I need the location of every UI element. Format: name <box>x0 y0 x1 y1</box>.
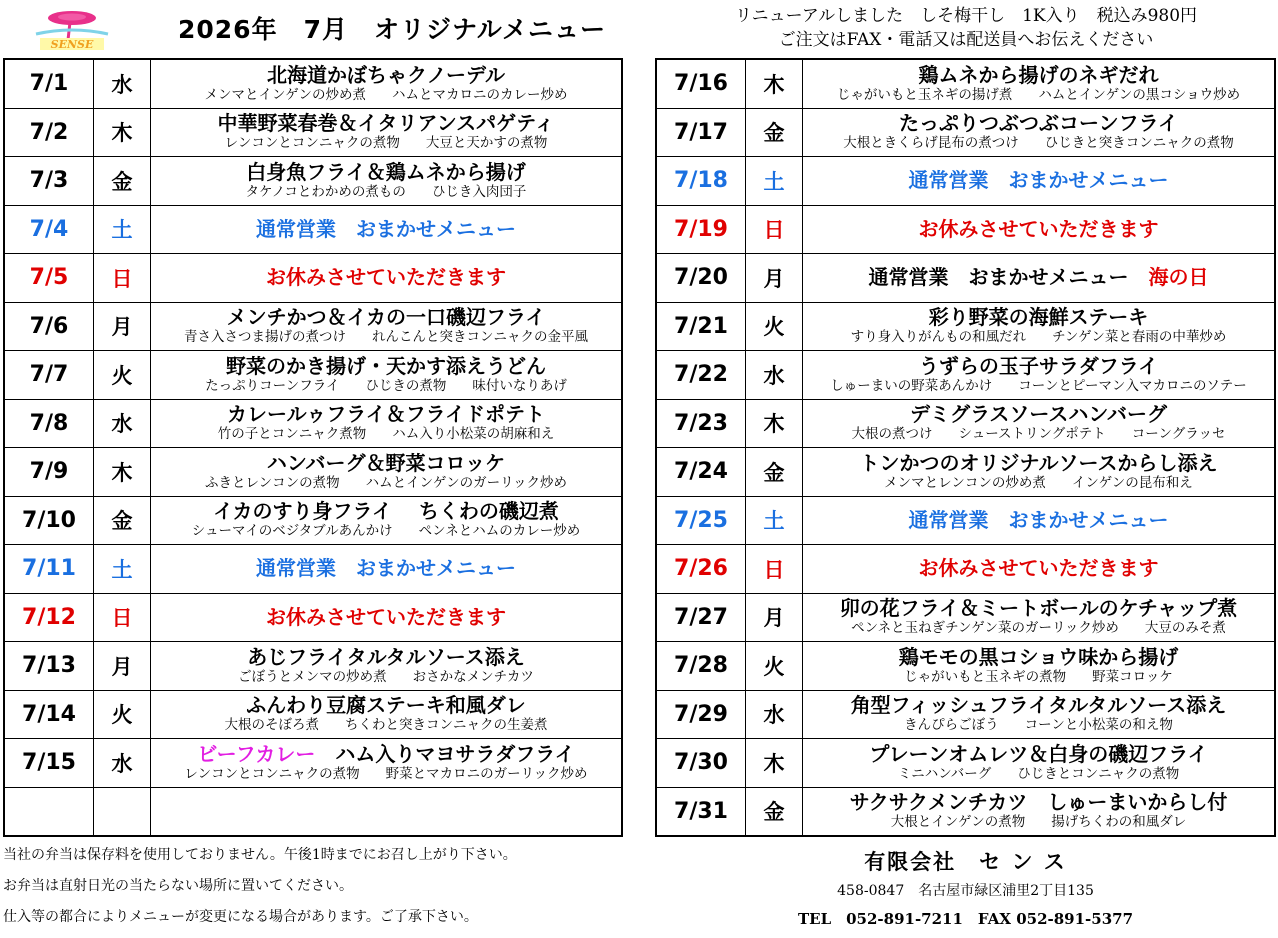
date-cell <box>4 787 94 836</box>
menu-sides <box>803 620 1274 637</box>
side-dish: 大根の煮つけ <box>851 426 933 443</box>
menu-cell <box>151 642 623 691</box>
weekday-cell: 火 <box>94 351 151 400</box>
side-dish: ひじき入肉団子 <box>431 183 527 200</box>
date-cell: 7/9 <box>4 448 94 497</box>
side-dish: ひじきと突きコンニャクの煮物 <box>1044 135 1234 152</box>
menu-row <box>4 739 622 788</box>
side-dish: コーンと小松菜の和え物 <box>1024 717 1173 734</box>
menu-sides <box>803 378 1274 395</box>
menu-cell <box>151 739 623 788</box>
menu-main: 野菜のかき揚げ・天かす添えうどん <box>226 353 546 378</box>
side-dish: メンマとインゲンの炒め煮 <box>204 86 366 103</box>
side-dish: 味付いなりあげ <box>472 377 567 394</box>
menu-main <box>151 743 621 766</box>
menu-sides <box>803 766 1274 783</box>
menu-sides <box>803 426 1274 443</box>
date-cell: 7/29 <box>656 690 746 739</box>
menu-cell <box>803 205 1276 254</box>
side-dish: ミニハンバーグ <box>897 765 992 782</box>
weekday-cell: 金 <box>746 448 803 497</box>
menu-cell <box>803 302 1276 351</box>
menu-main: プレーンオムレツ＆白身の磯辺フライ <box>869 741 1208 766</box>
side-dish: ちくわと突きコンニャクの生姜煮 <box>345 717 548 734</box>
menu-sides <box>803 669 1274 686</box>
date-cell: 7/19 <box>656 205 746 254</box>
menu-main: お休みさせていただきます <box>266 604 506 629</box>
menu-main: 角型フィッシュフライタルタルソース添え <box>850 693 1227 718</box>
side-dish: 大根とインゲンの煮物 <box>890 814 1026 831</box>
weekday-cell: 土 <box>746 157 803 206</box>
menu-row <box>4 448 622 497</box>
menu-row <box>4 399 622 448</box>
weekday-cell: 火 <box>94 690 151 739</box>
menu-sides <box>151 523 621 540</box>
side-dish: しゅーまいの野菜あんかけ <box>830 377 993 394</box>
side-dish: 揚げちくわの和風ダレ <box>1051 814 1187 831</box>
menu-sides <box>151 378 621 395</box>
menu-row <box>4 302 622 351</box>
side-dish: すり身入りがんもの和風だれ <box>850 329 1027 346</box>
date-cell: 7/22 <box>656 351 746 400</box>
weekday-cell: 木 <box>94 448 151 497</box>
menu-row <box>656 59 1275 108</box>
menu-sides <box>151 329 621 346</box>
menu-cell <box>151 496 623 545</box>
menu-main: 北海道かぼちゃクノーデル <box>267 62 505 87</box>
menu-main-text: ハム入りマヨサラダフライ <box>335 741 575 766</box>
weekday-cell: 金 <box>746 108 803 157</box>
weekday-cell: 日 <box>746 545 803 594</box>
date-cell: 7/3 <box>4 157 94 206</box>
menu-row <box>4 496 622 545</box>
side-dish: ひじきとコンニャクの煮物 <box>1017 765 1180 782</box>
menu-main: お休みさせていただきます <box>918 556 1159 581</box>
weekday-cell: 月 <box>746 593 803 642</box>
menu-cell <box>803 351 1276 400</box>
menu-main: 白身魚フライ＆鶏ムネから揚げ <box>246 159 526 184</box>
menu-row <box>656 545 1275 594</box>
side-dish: ハムとインゲンのガーリック炒め <box>365 474 568 491</box>
menu-row <box>656 399 1275 448</box>
side-dish: きんぴらごぼう <box>904 717 999 734</box>
menu-sides <box>151 426 621 443</box>
notice-line-2: ご注文はFAX・電話又は配送員へお伝えください <box>778 30 1154 50</box>
menu-cell <box>803 254 1276 303</box>
menu-cell <box>151 787 623 836</box>
menu-sides <box>803 329 1274 346</box>
menu-sides <box>803 475 1274 492</box>
menu-row <box>4 690 622 739</box>
date-cell: 7/25 <box>656 496 746 545</box>
menu-cell <box>803 399 1276 448</box>
weekday-cell: 水 <box>94 59 151 108</box>
menu-main: お休みさせていただきます <box>918 216 1159 241</box>
side-dish: インゲンの昆布和え <box>1071 474 1193 491</box>
date-cell: 7/15 <box>4 739 94 788</box>
menu-row <box>656 642 1275 691</box>
menu-sides <box>151 184 621 201</box>
weekday-cell: 木 <box>746 59 803 108</box>
menu-main: 通常営業 おまかせメニュー <box>908 507 1169 532</box>
menu-main: うずらの玉子サラダフライ <box>918 353 1159 378</box>
menu-main-text: 通常営業 おまかせメニュー <box>868 265 1129 290</box>
date-cell: 7/23 <box>656 399 746 448</box>
date-cell: 7/26 <box>656 545 746 594</box>
date-cell: 7/5 <box>4 254 94 303</box>
date-cell: 7/21 <box>656 302 746 351</box>
company-contact: TEL 052-891-7211 FAX 052-891-5377 <box>797 910 1134 928</box>
menu-row <box>4 108 622 157</box>
menu-main: たっぷりつぶつぶコーンフライ <box>899 111 1178 136</box>
date-cell: 7/12 <box>4 593 94 642</box>
side-dish: ハムとマカロニのカレー炒め <box>391 86 568 103</box>
menu-main: 中華野菜春巻＆イタリアンスパゲティ <box>217 111 555 136</box>
side-dish: 大根のそぼろ煮 <box>224 717 319 734</box>
weekday-cell: 水 <box>746 351 803 400</box>
menu-row <box>4 593 622 642</box>
menu-cell <box>803 59 1276 108</box>
weekday-cell: 木 <box>746 399 803 448</box>
menu-cell <box>151 399 623 448</box>
menu-main: トンかつのオリジナルソースからし添え <box>859 450 1218 475</box>
menu-main: あじフライタルタルソース添え <box>247 644 525 669</box>
menu-main: 彩り野菜の海鮮ステーキ <box>928 305 1149 330</box>
date-cell: 7/18 <box>656 157 746 206</box>
date-cell: 7/2 <box>4 108 94 157</box>
company-name: 有限会社 セ ン ス <box>864 849 1067 874</box>
weekday-cell: 水 <box>94 739 151 788</box>
side-dish: じゃがいもと玉ネギの揚げ煮 <box>836 86 1013 103</box>
side-dish: じゃがいもと玉ネギの煮物 <box>904 668 1067 685</box>
menu-row <box>656 739 1275 788</box>
weekday-cell: 金 <box>746 787 803 836</box>
menu-sides <box>151 766 621 783</box>
notice-line-1: リニューアルしました しそ梅干し 1K入り 税込み980円 <box>734 6 1198 26</box>
menu-cell <box>803 593 1276 642</box>
menu-row <box>656 593 1275 642</box>
logo-text: SENSE <box>50 38 94 51</box>
menu-main: 鶏モモの黒コショウ味から揚げ <box>898 644 1179 669</box>
menu-cell <box>803 496 1276 545</box>
renewal-notice <box>656 4 1276 52</box>
menu-main: イカのすり身フライ ちくわの磯辺煮 <box>213 499 559 524</box>
menu-table-left <box>3 58 623 837</box>
side-dish: 野菜とマカロニのガーリック炒め <box>385 765 588 782</box>
menu-cell <box>803 545 1276 594</box>
menu-main: カレールゥフライ＆フライドポテト <box>227 402 545 427</box>
side-dish: レンコンとコンニャクの煮物 <box>184 765 360 782</box>
weekday-cell: 水 <box>94 399 151 448</box>
footer-notes <box>3 845 517 938</box>
date-cell: 7/31 <box>656 787 746 836</box>
menu-cell <box>803 690 1276 739</box>
menu-sides <box>803 814 1274 831</box>
menu-highlight: ビーフカレー <box>197 741 316 766</box>
date-cell: 7/7 <box>4 351 94 400</box>
weekday-cell <box>94 787 151 836</box>
side-dish: メンマとレンコンの炒め煮 <box>884 474 1046 491</box>
menu-cell <box>803 157 1276 206</box>
menu-row <box>4 254 622 303</box>
side-dish: 竹の子とコンニャク煮物 <box>217 426 367 443</box>
menu-cell <box>803 448 1276 497</box>
menu-row <box>4 157 622 206</box>
date-cell: 7/1 <box>4 59 94 108</box>
side-dish: チンゲン菜と春雨の中華炒め <box>1052 329 1227 346</box>
menu-row <box>656 448 1275 497</box>
side-dish: ペンネとハムのカレー炒め <box>418 523 581 540</box>
weekday-cell: 金 <box>94 496 151 545</box>
menu-row <box>656 690 1275 739</box>
date-cell: 7/16 <box>656 59 746 108</box>
menu-row <box>656 254 1275 303</box>
menu-cell <box>151 59 623 108</box>
side-dish: 野菜コロッケ <box>1092 668 1173 685</box>
date-cell: 7/14 <box>4 690 94 739</box>
menu-row <box>4 59 622 108</box>
menu-cell <box>151 690 623 739</box>
menu-main: メンチかつ＆イカの一口磯辺フライ <box>226 305 546 330</box>
weekday-cell: 木 <box>94 108 151 157</box>
date-cell: 7/8 <box>4 399 94 448</box>
weekday-cell: 土 <box>94 205 151 254</box>
company-address: 458-0847 名古屋市緑区浦里2丁目135 <box>837 883 1094 899</box>
weekday-cell: 火 <box>746 642 803 691</box>
side-dish: 大根ときくらげ昆布の煮つけ <box>843 135 1019 152</box>
menu-main: ふんわり豆腐ステーキ和風ダレ <box>246 693 526 718</box>
menu-main <box>803 266 1274 289</box>
date-cell: 7/10 <box>4 496 94 545</box>
menu-cell <box>803 642 1276 691</box>
menu-main: 通常営業 おまかせメニュー <box>256 556 516 581</box>
side-dish: ひじきの煮物 <box>365 377 447 394</box>
menu-cell <box>151 157 623 206</box>
side-dish: ペンネと玉ねぎチンゲン菜のガーリック炒め <box>851 620 1119 637</box>
menu-row <box>4 787 622 836</box>
menu-cell <box>151 448 623 497</box>
menu-cell <box>151 593 623 642</box>
weekday-cell: 月 <box>746 254 803 303</box>
menu-main: 通常営業 おまかせメニュー <box>908 168 1169 193</box>
footer-note-1: 当社の弁当は保存料を使用しておりません。午後1時までにお召し上がり下さい。 <box>3 847 517 863</box>
side-dish: たっぷりコーンフライ <box>205 377 340 394</box>
weekday-cell: 月 <box>94 642 151 691</box>
menu-row <box>4 205 622 254</box>
menu-row <box>656 787 1275 836</box>
menu-row <box>4 545 622 594</box>
page-title: 2026年 7月 オリジナルメニュー <box>178 15 606 44</box>
menu-cell <box>151 545 623 594</box>
menu-sides <box>151 717 621 734</box>
date-cell: 7/17 <box>656 108 746 157</box>
side-dish: ごぼうとメンマの炒め煮 <box>238 668 387 685</box>
weekday-cell: 火 <box>746 302 803 351</box>
weekday-cell: 日 <box>94 593 151 642</box>
menu-cell <box>803 787 1276 836</box>
menu-cell <box>151 254 623 303</box>
menu-row <box>656 496 1275 545</box>
menu-cell <box>151 351 623 400</box>
side-dish: シューストリングポテト <box>958 426 1106 443</box>
side-dish: コーンとピーマン入マカロニのソテー <box>1018 377 1247 394</box>
side-dish: おさかなメンチカツ <box>412 668 534 685</box>
date-cell: 7/24 <box>656 448 746 497</box>
menu-main: 卯の花フライ＆ミートボールのケチャップ煮 <box>839 596 1238 621</box>
menu-cell <box>151 108 623 157</box>
menu-sides <box>151 475 621 492</box>
menu-row <box>656 302 1275 351</box>
date-cell: 7/4 <box>4 205 94 254</box>
date-cell: 7/13 <box>4 642 94 691</box>
side-dish: 大豆と天かすの煮物 <box>425 135 548 152</box>
menu-cell <box>803 739 1276 788</box>
side-dish: コーングラッセ <box>1131 426 1226 443</box>
weekday-cell: 月 <box>94 302 151 351</box>
date-cell: 7/6 <box>4 302 94 351</box>
weekday-cell: 木 <box>746 739 803 788</box>
sense-logo <box>34 8 110 52</box>
menu-table-right <box>655 58 1276 837</box>
menu-cell <box>151 302 623 351</box>
menu-sides <box>151 669 621 686</box>
menu-main: お休みさせていただきます <box>266 265 506 290</box>
side-dish: タケノコとわかめの煮もの <box>245 183 406 200</box>
footer-note-2: お弁当は直射日光の当たらない場所に置いてください。 <box>3 878 353 894</box>
weekday-cell: 土 <box>746 496 803 545</box>
date-cell: 7/20 <box>656 254 746 303</box>
weekday-cell: 日 <box>94 254 151 303</box>
menu-row <box>656 157 1275 206</box>
side-dish: 青さ入さつま揚げの煮つけ <box>184 329 346 346</box>
date-cell: 7/30 <box>656 739 746 788</box>
date-cell: 7/27 <box>656 593 746 642</box>
menu-main: 通常営業 おまかせメニュー <box>256 216 516 241</box>
menu-row <box>4 351 622 400</box>
menu-row <box>4 642 622 691</box>
menu-sides <box>803 87 1274 104</box>
menu-cell <box>803 108 1276 157</box>
menu-sides <box>151 135 621 152</box>
menu-main: サクサクメンチカツ しゅーまいからし付 <box>849 790 1228 815</box>
menu-sides <box>151 87 621 104</box>
menu-sides <box>803 135 1274 152</box>
weekday-cell: 金 <box>94 157 151 206</box>
footer-note-3: 仕入等の都合によりメニューが変更になる場合があります。ご了承下さい。 <box>3 909 478 925</box>
menu-row <box>656 108 1275 157</box>
side-dish: シューマイのベジタブルあんかけ <box>191 523 393 540</box>
side-dish: 大豆のみそ煮 <box>1144 620 1226 637</box>
side-dish: ふきとレンコンの煮物 <box>204 474 340 491</box>
date-cell: 7/28 <box>656 642 746 691</box>
side-dish: ハムとインゲンの黒コショウ炒め <box>1038 86 1241 103</box>
side-dish: レンコンとコンニャクの煮物 <box>224 135 400 152</box>
date-cell: 7/11 <box>4 545 94 594</box>
weekday-cell: 日 <box>746 205 803 254</box>
weekday-cell: 土 <box>94 545 151 594</box>
menu-main: デミグラスソースハンバーグ <box>910 402 1167 427</box>
side-dish: ハム入り小松菜の胡麻和え <box>392 426 555 443</box>
menu-sides <box>803 717 1274 734</box>
menu-main: 鶏ムネから揚げのネギだれ <box>918 62 1159 87</box>
side-dish: れんこんと突きコンニャクの金平風 <box>372 329 588 346</box>
menu-row <box>656 351 1275 400</box>
menu-cell <box>151 205 623 254</box>
holiday-label: 海の日 <box>1148 265 1209 290</box>
menu-main: ハンバーグ＆野菜コロッケ <box>266 450 506 475</box>
weekday-cell: 水 <box>746 690 803 739</box>
menu-row <box>656 205 1275 254</box>
